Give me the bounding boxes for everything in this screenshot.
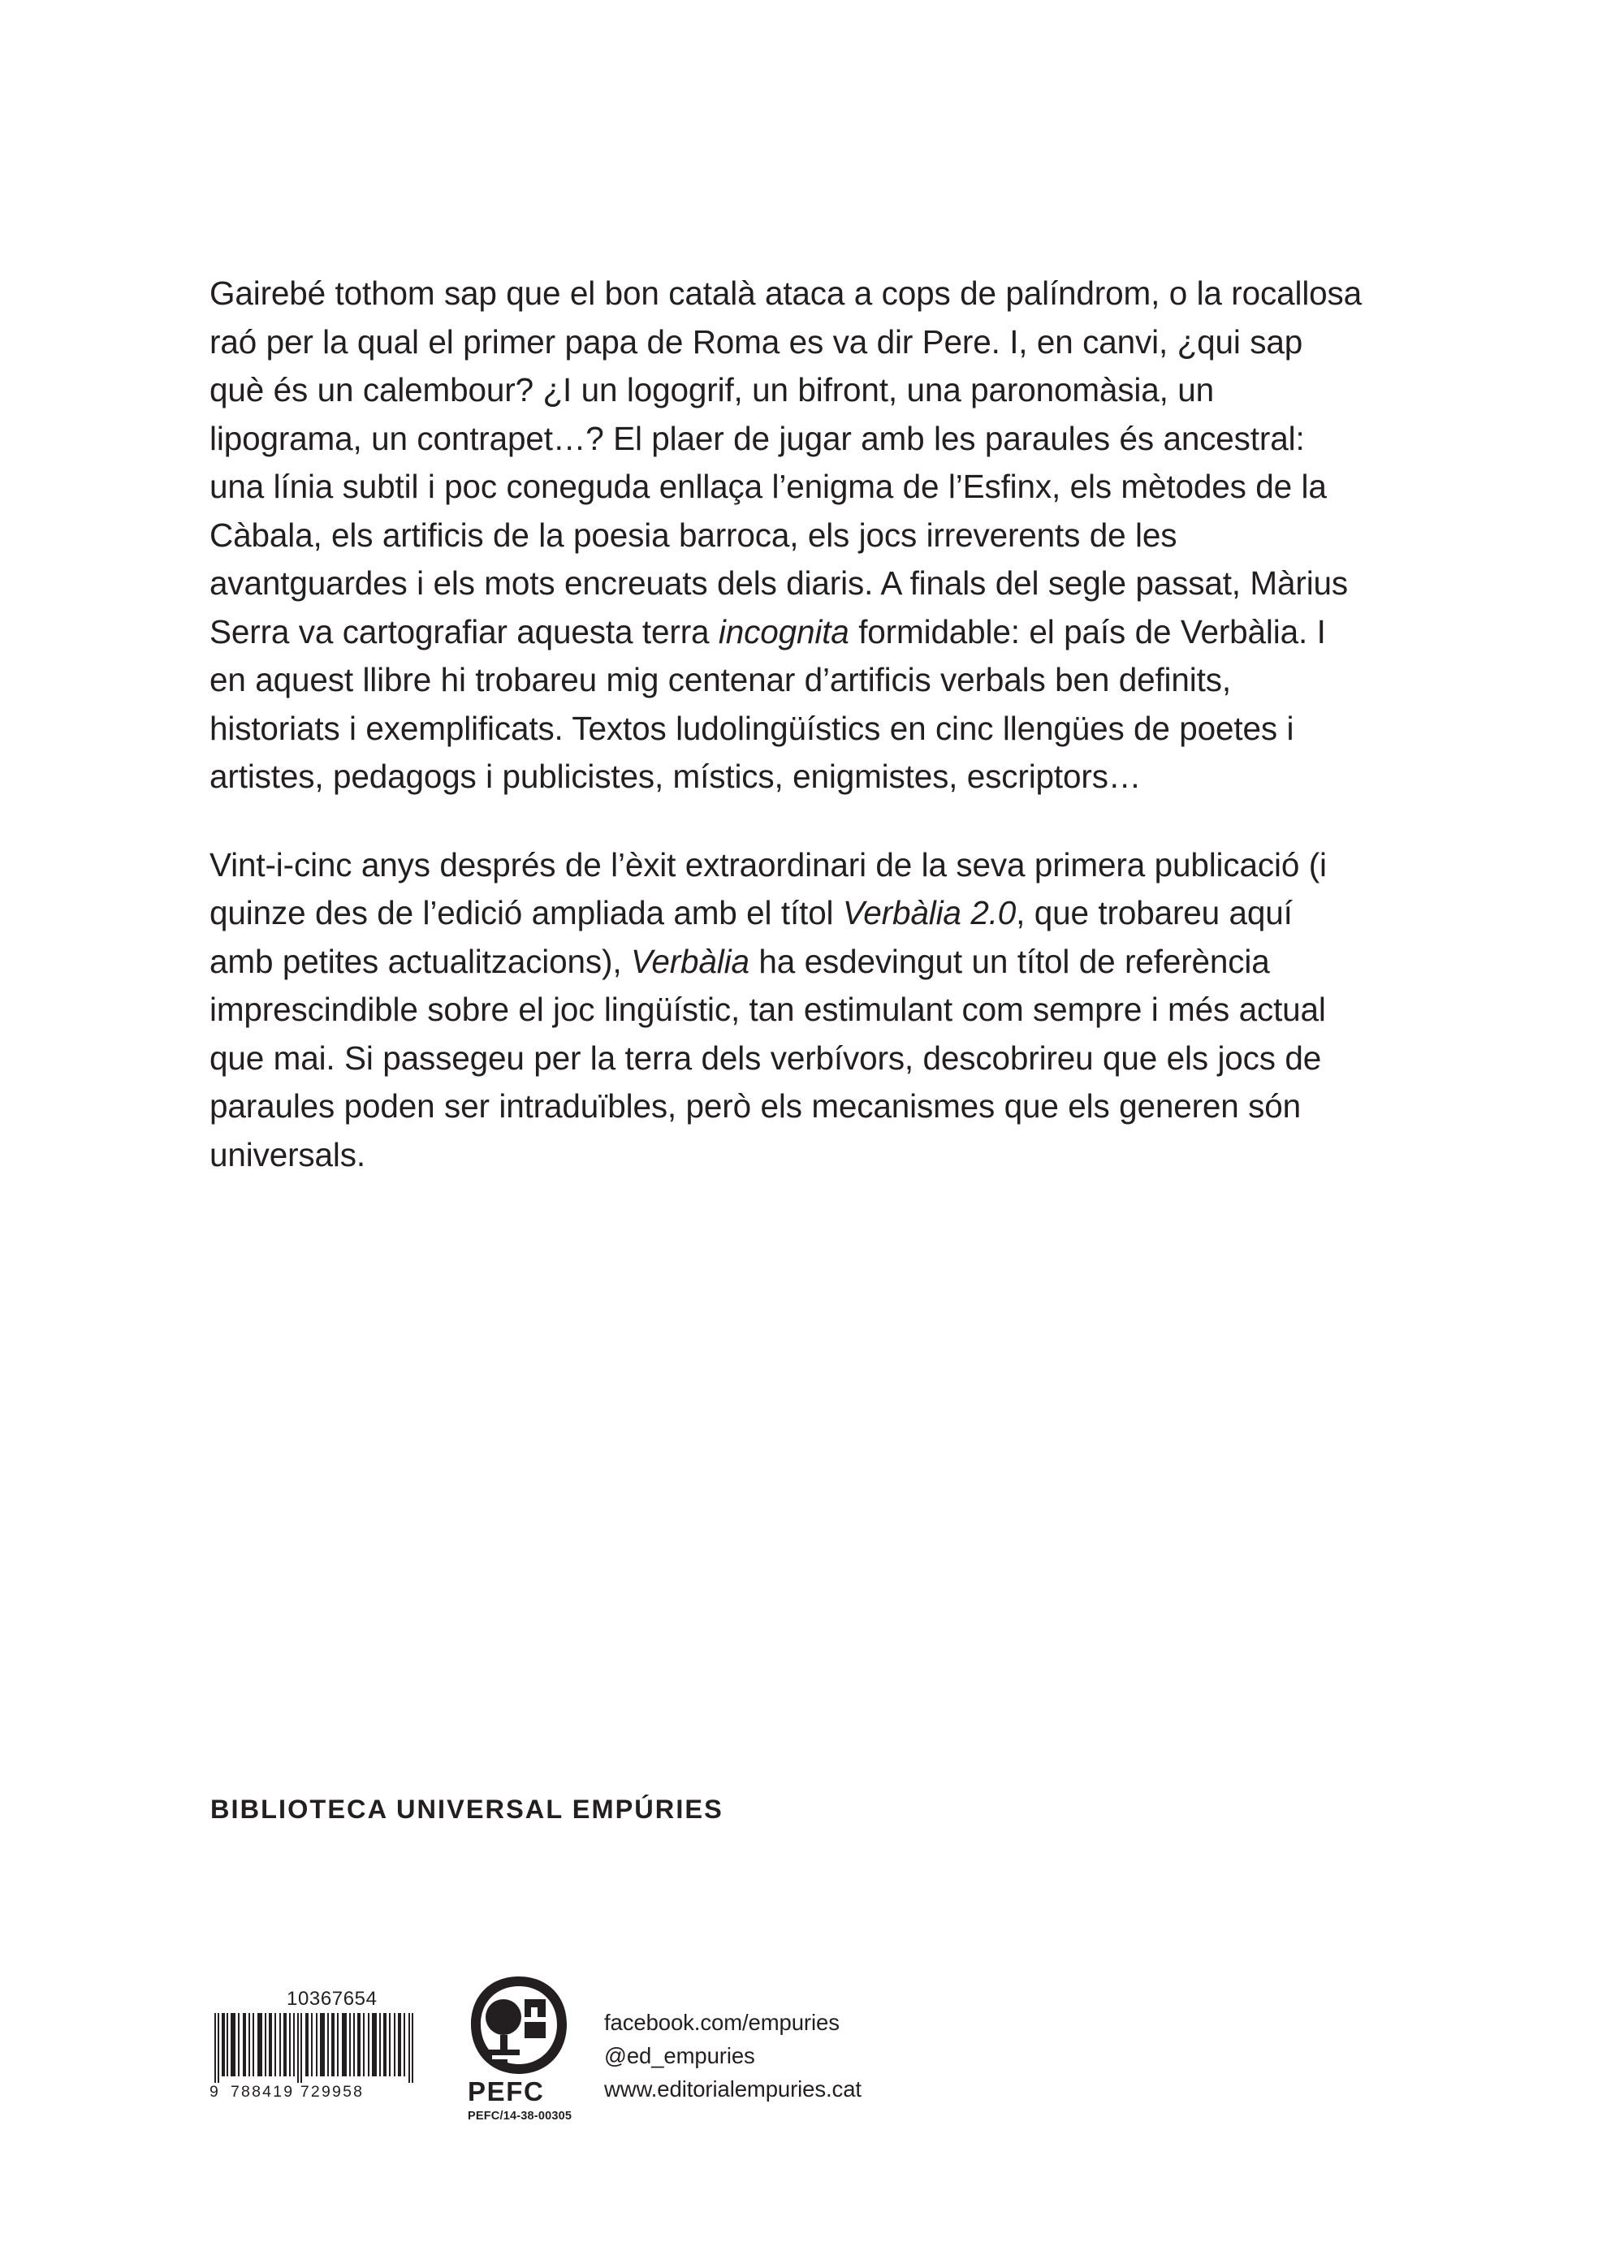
blurb-p2-seg-0: Vint-i-cinc anys després de l’èxit extraordinari de la seva primera publicació (i quinze des de l’edició ampliada amb el títol	[209, 845, 1327, 931]
pefc-tree-icon	[468, 1975, 570, 2077]
twitter-handle[interactable]: @ed_empuries	[604, 2043, 755, 2068]
blurb-text-block	[209, 270, 1363, 1179]
website-url[interactable]: www.editorialempuries.cat	[604, 2076, 862, 2102]
isbn-lead-digit: 9	[209, 2083, 219, 2101]
blurb-p1-seg-1-italic: incognita	[718, 612, 849, 650]
cover-footer	[0, 1975, 1624, 2162]
blurb-p2-seg-4: ha esdevingut un títol de referència imprescindible sobre el joc lingüístic, tan estimulant com sempre i més actual que mai. Si passegeu per la terra dels verbívors, descobrireu que els jocs de paraules poden ser intraduïbles, però els mecanismes que els generen són universals.	[209, 942, 1326, 1173]
imprint-collection-name: BIBLIOTECA UNIVERSAL EMPÚRIES	[210, 1795, 723, 1824]
publisher-contact-block	[604, 2006, 862, 2106]
blurb-p2-seg-2: , que trobareu aquí amb petites actualitzacions),	[209, 894, 1293, 980]
isbn-digits-row	[209, 2084, 422, 2101]
barcode-bars-icon	[209, 2013, 422, 2083]
barcode-block	[209, 1989, 422, 2101]
blurb-p2-seg-3-italic: Verbàlia	[630, 942, 749, 980]
blurb-p1-seg-0: Gairebé tothom sap que el bon català ataca a cops de palíndrom, o la rocallosa raó per la qual el primer papa de Roma es va dir Pere. I, en canvi, ¿qui sap què és un calembour? ¿I un logogrif, un bifront, una paronomàsia, un lipograma, un contrapet…? El plaer de jugar amb les paraules és ancestral: una línia subtil i poc coneguda enllaça l’enigma de l’Esfinx, els mètodes de la Càbala, els artificis de la poesia barroca, els jocs irreverents de les avantguardes i els mots encreuats dels diaris. A finals del segle passat, Màrius Serra va cartografiar aquesta terra	[209, 274, 1363, 650]
blurb-paragraph-1	[209, 270, 1363, 801]
barcode-internal-number: 10367654	[287, 1988, 378, 2010]
facebook-handle[interactable]: facebook.com/empuries	[604, 2010, 840, 2035]
pefc-logo-block	[464, 1975, 585, 2123]
pefc-wordmark: PEFC	[468, 2076, 545, 2106]
blurb-paragraph-2	[209, 841, 1363, 1180]
isbn-main-digits: 788419 729958	[231, 2083, 365, 2101]
blurb-p2-seg-1-italic: Verbàlia 2.0	[842, 894, 1017, 931]
blurb-p1-seg-2: formidable: el país de Verbàlia. I en aquest llibre hi trobareu mig centenar d’artificis verbals ben definits, historiats i exemplificats. Textos ludolingüístics en cinc llengües de poetes i artistes, pedagogs i publicistes, místics, enigmistes, escriptors…	[209, 612, 1326, 795]
pefc-certification-code: PEFC/14-38-00305	[468, 2110, 572, 2123]
